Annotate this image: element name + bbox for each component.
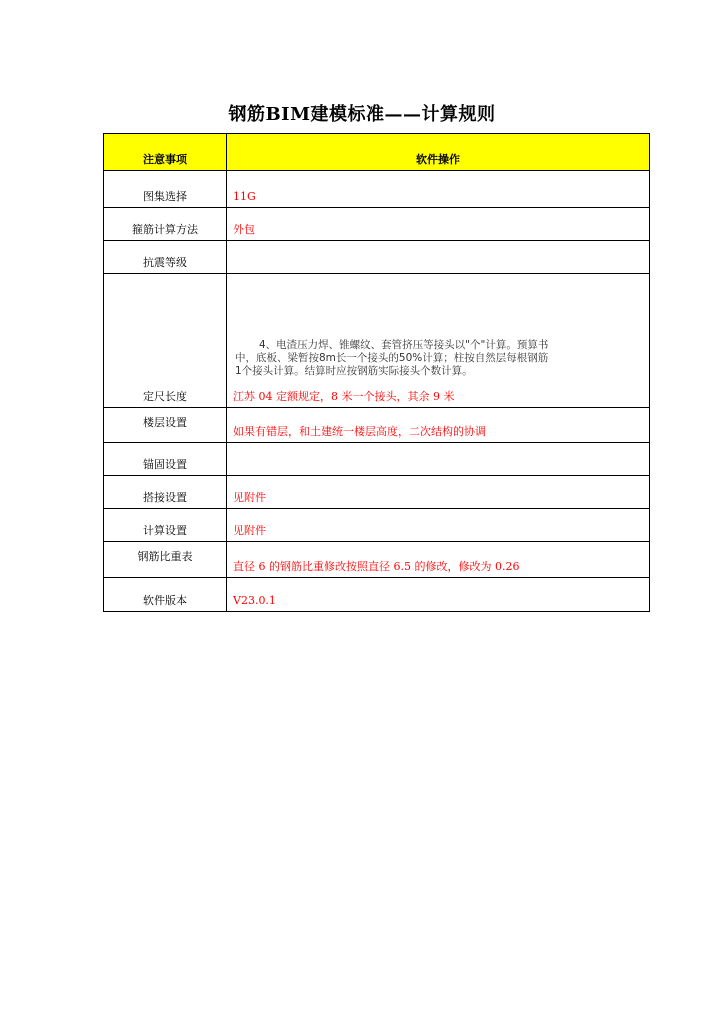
row-label: 锚固设置 <box>104 443 227 476</box>
table-row <box>104 408 650 443</box>
row-value: 见附件 <box>227 509 650 542</box>
row-label: 计算设置 <box>104 509 227 542</box>
header-notes: 注意事项 <box>104 134 227 171</box>
row-value <box>227 443 650 476</box>
table-row <box>104 476 650 509</box>
joint-rule-note: 4、电渣压力焊、锥螺纹、套管挤压等接头以"个"计算。预算书中，底板、梁暂按8m长一个接头的50%计算；柱按自然层每根钢筋1个接头计算。结算时应按钢筋实际接头个数计算。 <box>235 339 549 377</box>
row-value: 如果有错层，和土建统一楼层高度，二次结构的协调 <box>227 408 650 443</box>
table-row <box>104 241 650 274</box>
row-label: 定尺长度 <box>104 274 227 408</box>
row-value-cell <box>227 274 650 408</box>
header-software-operation: 软件操作 <box>227 134 650 171</box>
table-header-row <box>104 134 650 171</box>
row-value: 11G <box>227 171 650 208</box>
table-row <box>104 443 650 476</box>
row-label: 钢筋比重表 <box>104 542 227 578</box>
row-value: 见附件 <box>227 476 650 509</box>
row-label: 搭接设置 <box>104 476 227 509</box>
table-row <box>104 578 650 612</box>
table-row <box>104 509 650 542</box>
row-label: 软件版本 <box>104 578 227 612</box>
row-label: 图集选择 <box>104 171 227 208</box>
document-title: 钢筋BIM建模标准——计算规则 <box>228 104 496 125</box>
rules-table <box>103 133 650 612</box>
row-value: 外包 <box>227 208 650 241</box>
row-label: 箍筋计算方法 <box>104 208 227 241</box>
row-label: 抗震等级 <box>104 241 227 274</box>
table-row <box>104 542 650 578</box>
row-value: 江苏 04 定额规定，8 米一个接头，其余 9 米 <box>233 390 455 403</box>
row-value <box>227 241 650 274</box>
table-row <box>104 208 650 241</box>
row-value: V23.0.1 <box>227 578 650 612</box>
row-label: 楼层设置 <box>104 408 227 443</box>
row-value: 直径 6 的钢筋比重修改按照直径 6.5 的修改，修改为 0.26 <box>227 542 650 578</box>
table-row <box>104 171 650 208</box>
table-row <box>104 274 650 408</box>
